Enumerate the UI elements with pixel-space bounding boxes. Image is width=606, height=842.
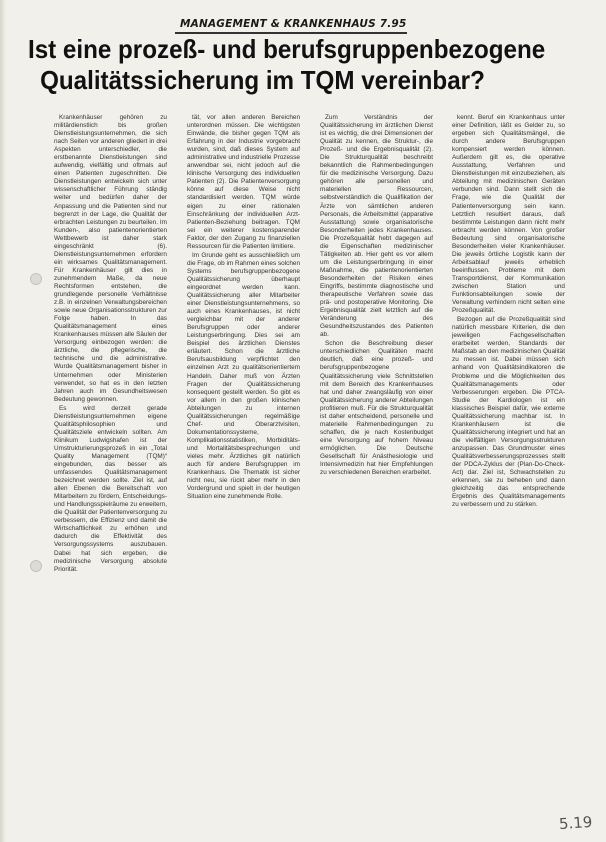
paragraph: tät, vor allen anderen Bereichen unterordnen müssen. Die wichtigsten Einwände, die bisher gegen TQM als Erfahrung in der Industrie vorgebracht wurden, sind, daß dieses System auf administrative und industrielle Prozesse anwendbar sei, nicht jedoch auf die klinische Versorgung des individuellen Patienten (2). Die Patientenversorgung könne auf diese Weise nicht standardisiert werden. TQM würde eigen zu einer rationalen Einschränkung der individuellen Arzt-Patienten-Beziehung beitragen. TQM sei ein weiterer kostensparender Faktor, der den Zugang zu finanziellen Ressourcen für die Patienten limitiere. xyxy=(187,114,300,250)
punch-hole-top xyxy=(30,273,42,285)
running-header: MANAGEMENT & KRANKENHAUS 7.95 xyxy=(180,18,407,30)
article-headline xyxy=(28,34,549,96)
paragraph: Zum Verständnis der Qualitätssicherung im ärztlichen Dienst ist es wichtig, die drei Dimensionen der Qualität zu kennen, die Struktur-, die Prozeß- und die Ergebnisqualität (2). Die Strukturqualität beschreibt bekanntlich die Rahmenbedingungen für die medizinische Versorgung. Dazu gehören alle personellen und materiellen Ressourcen, selbstverständlich die Qualifikation der Ärzte von sämtlichen anderen Personals, die Arbeitsmittel (apparative Ausstattung) sowie organisatorische Besonderheiten jedes Krankenhauses. Die Prozeßqualität hebt dagegen auf die Eigenschaften medizinischer Tätigkeiten ab. Hier geht es vor allem um die Leistungserbringung in einer Maßnahme, die patientenorientierten Besonderheiten der Risiken eines Eingriffs, bestimmte diagnostische und therapeutische Verfahren sowie das prä- und postoperative Monitoring. Die Ergebnisqualität zielt letztlich auf die Veränderung des Gesundheitszustandes des Patienten ab. xyxy=(320,114,433,339)
punch-hole-bottom xyxy=(30,560,42,572)
headline-line-2: Qualitätssicherung im TQM vereinbar? xyxy=(40,65,485,95)
text-column-1 xyxy=(54,114,167,804)
paragraph: Krankenhäuser gehören zu militärdienstlich bis großen Dienstleistungsunternehmen, die sich nach Seiten vor anderen gliedert in drei Aspekten unterschiedler, die erstbenannte Dienstleistungen sind aufwendig, vielfältig und oftmals auf einen Patienten zugeschnitten. Die Dienstleistungen entwickeln sich unter wissenschaftlicher Führung ständig weiter und bedürfen daher der Anpassung und die Patienten sind nur begrenzt in der Lage, die Qualität der erbrachten Leistungen zu beurteilen. Im Kunden-, also patientenorientierten Wettbewerb ist daher stark eingeschränkt (6). Dienstleistungsunternehmen erfordern ein wirksames Qualitätsmanagement. Für Krankenhäuser gilt dies in zunehmendem Maße, da neue Rechtsformen entstehen, die grundlegende personelle Verhältnisse z.B. in einzelnen Verwaltungsbereichen sowie neue Organisationsstrukturen zur Folge haben. In das Qualitätsmanagement eines Krankenhauses müssen alle Säulen der Versorgung einbezogen werden: die ärztliche, die pflegerische, die technische und die administrative. Wurde Qualitätsmanagement bisher in Unternehmen oder Ministerien verwendet, so hat es in den letzten Jahren auch im Gesundheitswesen Bedeutung gewonnen. xyxy=(54,114,167,403)
text-column-2 xyxy=(187,114,300,804)
handwritten-page-number: 5.19 xyxy=(558,812,593,834)
paragraph: Bezogen auf die Prozeßqualität sind natürlich messbare Kriterien, die den jeweiligen Fachgesellschaften erarbeitet werden, Standards der Maßstab an den medizinischen Qualität zu messen ist. Dabei müssen sich anhand von Qualitätsindikatoren die Probleme und die Möglichkeiten des Qualitätsmanagements oder Verbesserungen ergeben. Die PTCA-Studie der Kardiologen ist ein klassisches Beispiel dafür, wie externe Qualitätssicherung machbar ist. In Krankenhäusern ist die Qualitätssicherung integriert und hat an die vielfältigen Versorgungsstrukturen anzupassen. Das Grundmuster eines Qualitätsverbesserungsprozesses stellt der PDCA-Zyklus der (Plan-Do-Check-Act) dar. Ziel ist, Schwachstellen zu erkennen, sie zu beheben und dann gleichzeitig das entsprechende Ergebnis des Qualitätsmanagements zu verbessern und zu stärken. xyxy=(452,316,565,509)
headline-line-1: Ist eine prozeß- und berufsgruppenbezogene xyxy=(28,34,546,64)
paragraph: Es wird derzeit gerade Dienstleistungsunternehmen eigene Qualitätsphilosophien und Qualitätsziele entwickeln sollten. Am Klinikum Ludwigshafen ist der Umstrukturierungsprozeß in ein „Total Quality Management (TQM)“ eingebunden, das besser als umfassendes Qualitätsmanagement bezeichnet werden sollte. Ziel ist, auf allen Ebenen die Bereitschaft von Mitarbeitern zu fördern, Entscheidungs- und Handlungsspielräume zu erweitern, die Qualität der Patientenversorgung zu verbessern, die Effizienz und damit die Wirtschaftlichkeit zu erhöhen und dadurch die Effektivität des Versorgungssystems auszubauen. Dabei hat sich ergeben, die medizinische Versorgung absolute Priorität. xyxy=(54,404,167,573)
paragraph: Im Grunde geht es ausschließlich um die Frage, ob im Rahmen eines solchen Systems berufsgruppenbezogene Qualitätssicherung überhaupt eingeordnet werden kann. Qualitätssicherung aller Mitarbeiter einer Dienstleistungsunternehmens, so auch eines Krankenhauses, ist nicht vergleichbar mit der anderer Berufsgruppen oder anderer Leistungserbringung. Dies sei am Beispiel des ärztlichen Dienstes erläutert. Schon die ärztliche Berufsausbildung verpflichtet den einzelnen Arzt zu qualitätsorientiertem Handeln. Daher muß von Ärzten Fragen der Qualitätssicherung konsequent gestellt werden. So gibt es vor allem in den großen klinischen Abteilungen zu internen Qualitätssicherungen regelmäßige Chef- und Oberarztvisiten, Dokumentationssysteme, Komplikationsstatistiken, Morbiditäts- und Mortalitätsbesprechungen und vieles mehr. Ärztliches gilt natürlich auch für andere Berufsgruppen im Krankenhaus. Die Thematik ist sicher nicht neu, sie rückt aber mehr in den Vordergrund und spielt in der heutigen Situation eine zunehmende Rolle. xyxy=(187,251,300,501)
article-body xyxy=(54,114,584,804)
scan-edge-shadow xyxy=(0,0,6,842)
paragraph: kennt. Beruf ein Krankenhaus unter einer Definition, läßt es Gelder zu, so ergeben sich Qualitätsmängel, die durch andere Berufsgruppen kompensiert werden können. Außerdem gilt es, die operative Ausstattung, Verfahren und Dienstleistungen mit einzubeziehen, als Abteilung mit medizinischen Geräten verbunden sind. Dann stellt sich die Frage, wie die Qualität der Patientenversorgung sein kann. Letztlich resultiert daraus, daß bestimmte Leistungen dann nicht mehr erbracht werden können. Von großer Bedeutung sind organisatorische Besonderheiten vieler Krankenhäuser. Die jeweils örtliche Logistik kann der Arbeitsablauf jeweils erheblich beeinflussen. Probleme mit dem Transportdienst, der Kommunikation zwischen Station und Funktionsabteilungen sowie der Verwaltung verhindern nicht selten eine Prozeßqualität. xyxy=(452,114,565,315)
text-column-3 xyxy=(320,114,433,804)
paragraph: Schon die Beschreibung dieser unterschiedlichen Qualitäten macht deutlich, daß eine prozeß- und berufsgruppenbezogene Qualitätssicherung viele Schnittstellen mit dem Bereich des Krankenhauses hat und daher zwangsläufig von einer Qualitätssicherung anderer Abteilungen profitieren muß. Für die Strukturqualität ist daher entscheidend, personelle und materielle Rahmenbedingungen zu schaffen, die je nach Kostenbudget eine Versorgung auf hohem Niveau ermöglichen. Die Deutsche Gesellschaft für Anästhesiologie und Intensivmedizin hat hier Empfehlungen zu verschiedenen Bereichen erarbeitet. xyxy=(320,340,433,477)
text-column-4 xyxy=(452,114,565,804)
